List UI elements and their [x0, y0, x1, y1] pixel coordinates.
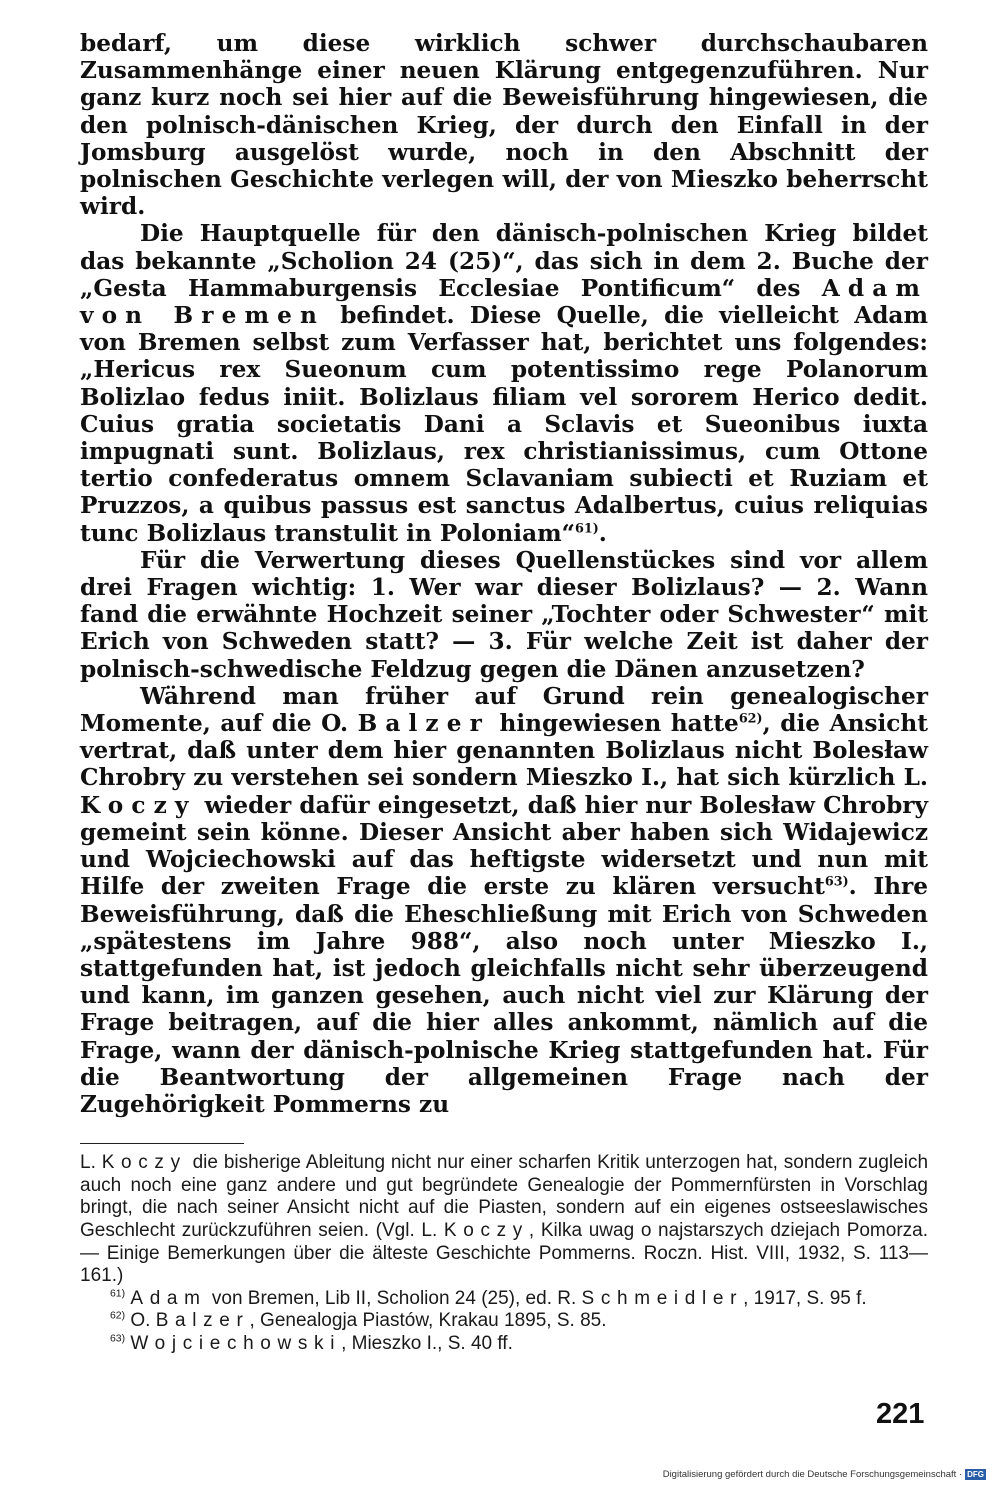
footnote-62-text-a: O.	[125, 1310, 156, 1332]
footnote-63-text-b: , Mieszko I., S. 40 ff.	[341, 1332, 513, 1354]
footnote-ref-63[interactable]: 63)	[824, 874, 849, 890]
footnote-61-text-a: von Bremen, Lib II, Scholion 24 (25), ed. R.	[206, 1287, 582, 1309]
footer-text: Digitalisierung gefördert durch die Deutsche Forschungsgemeinschaft ·	[662, 1469, 963, 1480]
paragraph-3	[80, 547, 928, 683]
author-koczy: Koczy	[80, 791, 197, 819]
footnote-61-author: Adam	[130, 1287, 207, 1309]
author-balzer: Balzer	[357, 710, 490, 738]
footnote-61	[80, 1288, 928, 1311]
footnote-marker-63: 63)	[110, 1333, 126, 1345]
author-adam-von-bremen: Adam von Bremen	[80, 274, 928, 330]
paragraph-4-text-c: , die Ansicht vertrat, daß unter dem hier genannten Bolizlaus nicht Bolesław Chrobry zu verstehen sei sondern Mieszko I., hat sich kürzlich L.	[80, 710, 928, 792]
footnote-author-koczy: Koczy	[101, 1152, 187, 1174]
paragraph-2-text-a: Die Hauptquelle für den dänisch-polnischen Krieg bildet das bekannte „Scholion 24 (25)“, das sich in dem 2. Buche der „Gesta Hammaburgensis Ecclesiae Pontificum“ des	[80, 220, 928, 302]
footnote-62	[80, 1310, 928, 1333]
paragraph-3-text: Für die Verwertung dieses Quellenstückes sind vor allem drei Fragen wichtig: 1. Wer war dieser Bolizlaus? — 2. Wann fand die erwähnte Hochzeit seiner „Tochter oder Schwester“ mit Erich von Schweden statt? — 3. Für welche Zeit ist daher der polnisch-schwedische Feldzug gegen die Dänen anzusetzen?	[80, 546, 928, 683]
footnotes	[80, 1152, 928, 1355]
paragraph-4-text-a: Während man früher auf Grund rein genealogischer Momente, auf die O.	[80, 682, 928, 738]
paragraph-2	[80, 220, 928, 546]
digitization-footer	[663, 1469, 986, 1480]
footnote-cont-text-b: die bisherige Ableitung nicht nur einer scharfen Kritik unterzogen hat, sondern zugleich auch noch eine ganz andere und gut begründete Genealogie der Pommernfürsten in Vorschlag bringt, die nach seiner Ansicht nicht auf die Piasten, sondern auf ein eigenes ostseeslawisches Geschlecht zurückzuführen seien. (Vgl. L.	[80, 1152, 929, 1241]
page-content	[80, 30, 928, 1355]
page-number: 221	[876, 1398, 925, 1430]
paragraph-4-text-e: . Ihre Beweisführung, daß die Eheschließung mit Erich von Schweden „spätestens im Jahre 988“, also noch unter Mieszko I., stattgefunden hat, ist jedoch gleichfalls nicht sehr überzeugend und kann, im ganzen gesehen, auch nicht viel zur Klärung der Frage beitragen, auf die hier alles ankommt, nämlich auf die Frage, wann der dänisch-polnische Krieg stattgefunden hat. Für die Beantwortung der allgemeinen Frage nach der Zugehörigkeit Pommerns zu	[80, 873, 929, 1118]
paragraph-4-text-d: wieder dafür eingesetzt, daß hier nur Bolesław Chrobry gemeint sein könne. Dieser Ansicht aber haben sich Widajewicz und Wojciechowski auf das heftigste widersetzt und nun mit Hilfe der zweiten Frage die erste zu klären versucht	[80, 791, 928, 901]
footnote-author-koczy-2: Koczy	[443, 1219, 529, 1241]
footnote-marker-62: 62)	[110, 1310, 126, 1322]
paragraph-1-text: bedarf, um diese wirklich schwer durchschaubaren Zusammenhänge einer neuen Klärung entgegenzuführen. Nur ganz kurz noch sei hier auf die Beweisführung hingewiesen, die den polnisch-dänischen Krieg, der durch den Einfall in der Jomsburg ausgelöst wurde, noch in den Abschnitt der polnischen Geschichte verlegen will, der von Mieszko beherrscht wird.	[80, 30, 928, 221]
footnote-cont-text-c: , Kilka uwag o najstarszych dziejach Pomorza. — Einige Bemerkungen über die älteste Geschichte Pommerns. Roczn. Hist. VIII, 1932, S. 113—161.)	[80, 1219, 928, 1287]
footnote-61-editor: Schmeidler	[581, 1287, 744, 1309]
footnote-cont-text-a: L.	[80, 1152, 102, 1174]
footnote-62-text-b: , Genealogja Piastów, Krakau 1895, S. 85.	[249, 1310, 607, 1332]
footnote-61-text-b: , 1917, S. 95 f.	[743, 1287, 867, 1309]
footnote-divider	[80, 1143, 244, 1144]
footnote-63	[80, 1333, 928, 1356]
footnote-62-author: Balzer	[155, 1310, 250, 1332]
footnote-ref-61[interactable]: 61)	[574, 520, 599, 536]
paragraph-2-text-c: .	[598, 519, 607, 547]
footnote-marker-61: 61)	[110, 1288, 126, 1300]
paragraph-1	[80, 30, 928, 220]
paragraph-4	[80, 683, 928, 1118]
paragraph-2-text-b: befindet. Diese Quelle, die vielleicht Adam von Bremen selbst zum Verfasser hat, berichtet uns folgendes: „Hericus rex Sueonum cum potentissimo rege Polanorum Bolizlao fedus iniit. Bolizlaus filiam vel sororem Herico dedit. Cuius gratia societatis Dani a Sclavis et Sueonibus iuxta impugnati sunt. Bolizlaus, rex christianissimus, cum Ottone tertio confederatus omnem Sclavaniam subiecti et Ruziam et Pruzzos, a quibus passus est sanctus Adalbertus, cuius reliquias tunc Bolizlaus transtulit in Poloniam“	[80, 302, 928, 547]
dfg-logo-icon: DFG	[967, 1470, 984, 1479]
footnote-ref-62[interactable]: 62)	[738, 711, 763, 727]
footnote-63-author: Wojciechowski	[130, 1332, 342, 1354]
footnote-continuation	[80, 1152, 928, 1288]
paragraph-4-text-b: hingewiesen hatte	[489, 710, 739, 738]
